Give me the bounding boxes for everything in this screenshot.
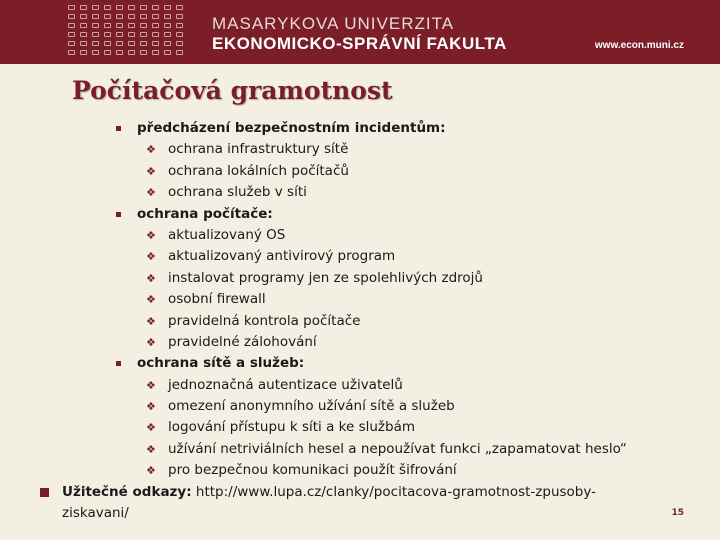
list-item: ❖ pravidelná kontrola počítače [0, 311, 720, 332]
list-item: ❖ aktualizovaný antivirový program [0, 246, 720, 267]
section-heading: ochrana sítě a služeb: [0, 353, 720, 374]
diamond-bullet-icon: ❖ [146, 464, 156, 478]
square-bullet-icon [116, 212, 121, 217]
university-name: MASARYKOVA UNIVERZITA [212, 14, 455, 33]
list-item: ❖ instalovat programy jen ze spolehlivých zdrojů [0, 268, 720, 289]
useful-link-url-continuation[interactable]: ziskavani/ [62, 505, 129, 522]
page-number: 15 [671, 508, 684, 518]
diamond-bullet-icon: ❖ [146, 143, 156, 157]
list-item: ❖ pravidelné zálohování [0, 332, 720, 353]
list-item: ❖ aktualizovaný OS [0, 225, 720, 246]
list-item: ❖ ochrana infrastruktury sítě [0, 139, 720, 160]
diamond-bullet-icon: ❖ [146, 164, 156, 178]
header-bar [0, 0, 720, 64]
slide-title: Počítačová gramotnost [72, 76, 393, 105]
square-bullet-icon [40, 488, 49, 497]
list-item: ❖ omezení anonymního užívání sítě a služeb [0, 396, 720, 417]
section-heading: ochrana počítače: [0, 204, 720, 225]
list-item: ❖ osobní firewall [0, 289, 720, 310]
list-item: ❖ jednoznačná autentizace uživatelů [0, 375, 720, 396]
useful-links [0, 482, 720, 503]
diamond-bullet-icon: ❖ [146, 250, 156, 264]
diamond-bullet-icon: ❖ [146, 271, 156, 285]
square-bullet-icon [116, 361, 121, 366]
list-item: ❖ ochrana služeb v síti [0, 182, 720, 203]
diamond-bullet-icon: ❖ [146, 442, 156, 456]
list-item: ❖ logování přístupu k síti a ke službám [0, 417, 720, 438]
faculty-name: EKONOMICKO-SPRÁVNÍ FAKULTA [212, 34, 507, 53]
useful-links-continuation [0, 503, 720, 524]
square-bullet-icon [116, 126, 121, 131]
useful-link-url[interactable]: http://www.lupa.cz/clanky/pocitacova-gramotnost-zpusoby- [195, 483, 597, 500]
diamond-bullet-icon: ❖ [146, 421, 156, 435]
diamond-bullet-icon: ❖ [146, 293, 156, 307]
list-item: ❖ užívání netriviálních hesel a nepoužívat funkci „zapamatovat heslo“ [0, 439, 720, 460]
diamond-bullet-icon: ❖ [146, 228, 156, 242]
diamond-bullet-icon: ❖ [146, 186, 156, 200]
diamond-bullet-icon: ❖ [146, 314, 156, 328]
diamond-bullet-icon: ❖ [146, 400, 156, 414]
useful-links-label: Užitečné odkazy: [62, 483, 192, 500]
diamond-bullet-icon: ❖ [146, 378, 156, 392]
list-item: ❖ ochrana lokálních počítačů [0, 161, 720, 182]
slide-content [0, 118, 720, 524]
section-heading: předcházení bezpečnostním incidentům: [0, 118, 720, 139]
list-item: ❖ pro bezpečnou komunikaci použít šifrování [0, 460, 720, 481]
faculty-url[interactable]: www.econ.muni.cz [594, 40, 684, 51]
university-logo-icon [68, 4, 188, 60]
diamond-bullet-icon: ❖ [146, 335, 156, 349]
